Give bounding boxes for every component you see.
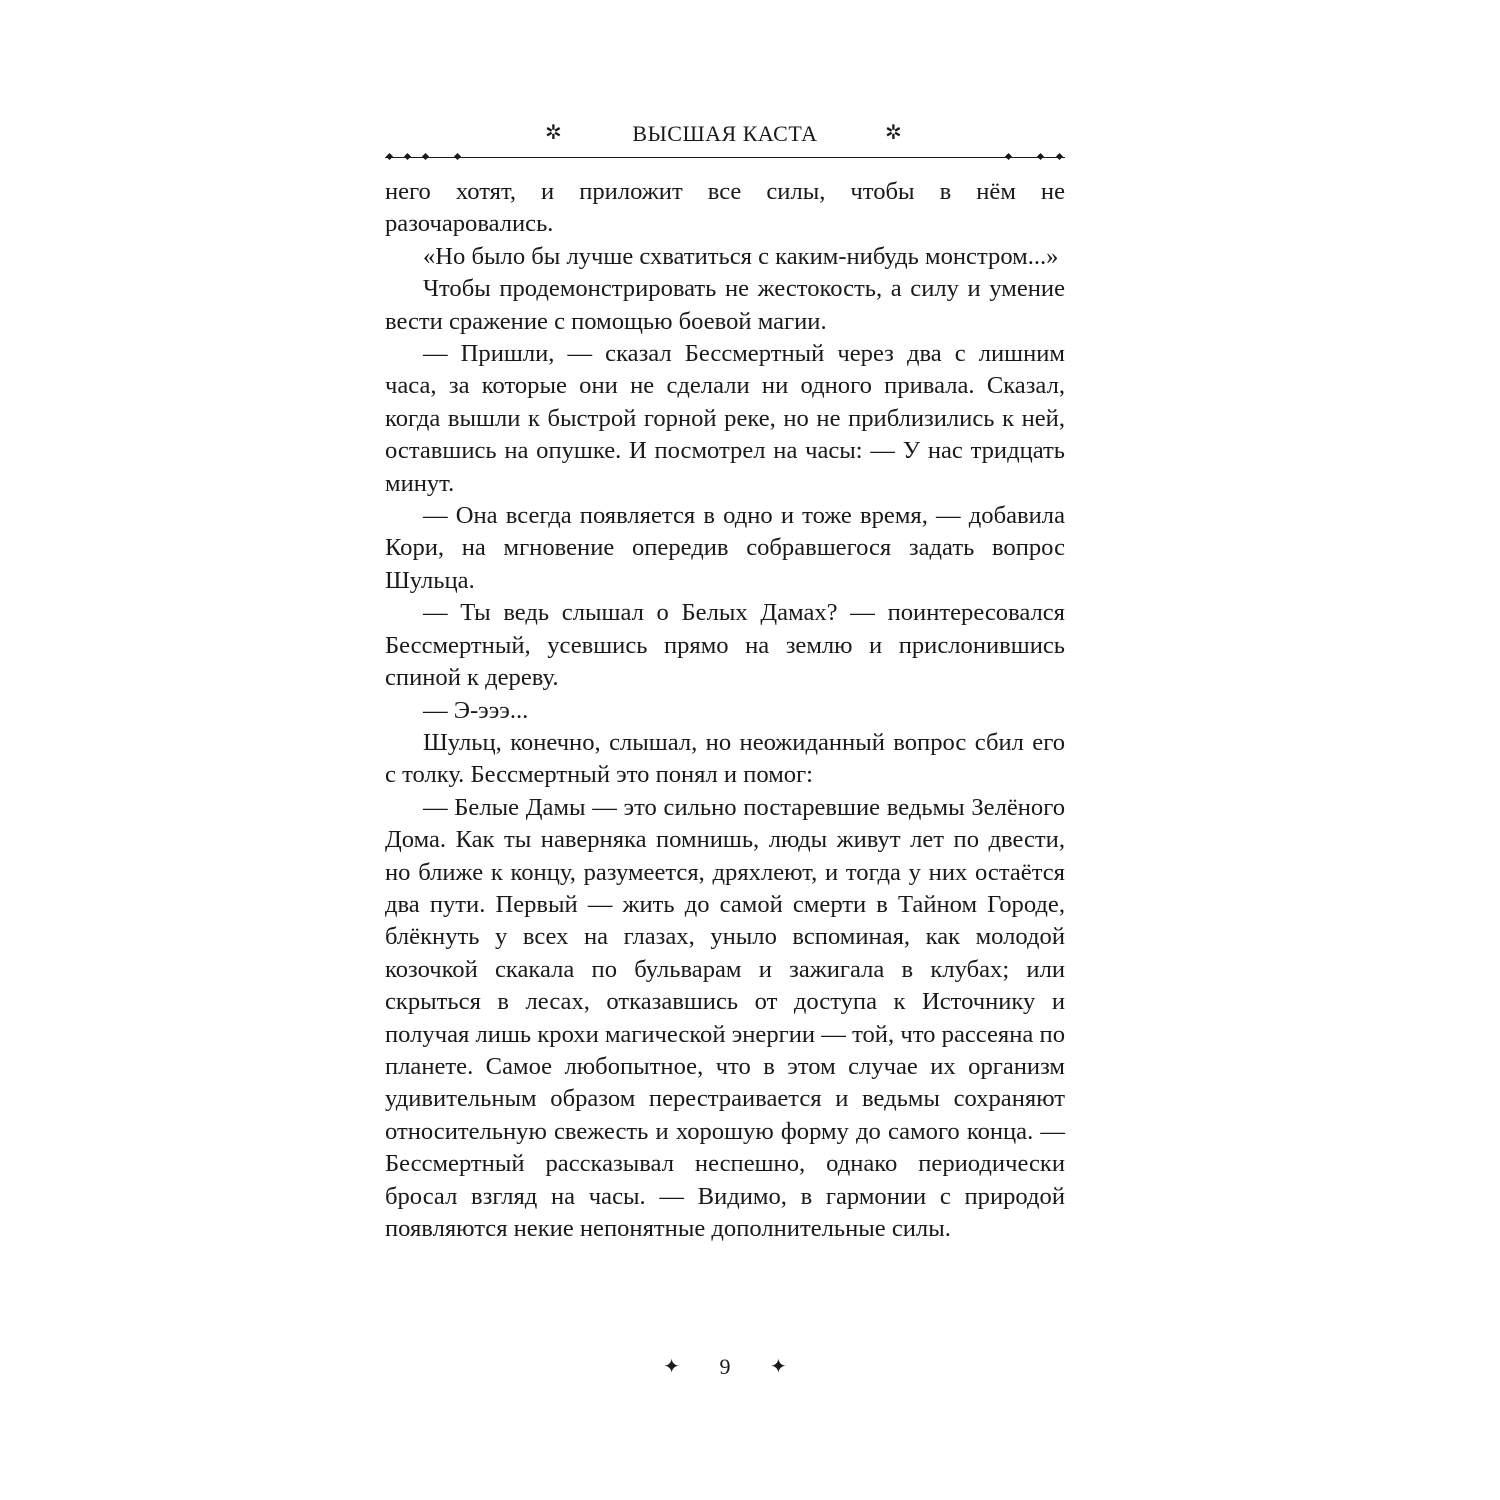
header-ornament-left-icon: ✲ [545,122,562,144]
paragraph: него хотят, и приложит все силы, чтобы в нём не разочаровались. [385,178,1065,238]
page-footer [385,1352,1065,1382]
paragraph: — Пришли, — сказал Бессмертный через два с лишним часа, за которые они не сделали ни одного привала. Сказал, когда вышли к быстрой горной реке, но не приблизились к ней, оставшись на опушке. И посмотрел на часы: — У нас тридцать минут. [385,340,1065,497]
footer-star-left-icon: ✦ [663,1356,680,1378]
paragraph: «Но было бы лучше схватиться с каким-нибудь монстром...» [423,242,1059,270]
paragraph: — Э-эээ... [423,696,529,724]
footer-star-right-icon: ✦ [770,1356,787,1378]
rule-diamond-icon [404,153,411,160]
header-rule [385,152,1065,164]
header-rule-line [385,157,1065,158]
body-text [385,176,1065,1245]
running-header-title: ВЫСШАЯ КАСТА [632,121,818,146]
paragraph: Шульц, конечно, слышал, но неожиданный вопрос сбил его с толку. Бессмертный это понял и помог: [385,728,1065,789]
rule-diamond-icon [386,153,393,160]
page-number: 9 [719,1354,731,1379]
paragraph: Чтобы продемонстрировать не жестокость, а силу и умение вести сражение с помощью боевой магии. [385,275,1065,335]
paragraph: — Она всегда появляется в одно и тоже время, — добавила Кори, на мгновение опередив собравшегося задать вопрос Шульца. [385,502,1065,594]
rule-diamond-icon [1005,153,1012,160]
rule-diamond-icon [422,153,429,160]
rule-diamond-icon [454,153,461,160]
book-page [385,118,1065,1245]
rule-diamond-icon [1037,153,1044,160]
paragraph: — Ты ведь слышал о Белых Дамах? — поинтересовался Бессмертный, усевшись прямо на землю и прислонившись спиной к дереву. [385,599,1065,692]
rule-diamond-icon [1056,153,1063,160]
running-header [385,118,1065,150]
header-ornament-right-icon: ✲ [885,122,902,144]
paragraph: — Белые Дамы — это сильно постаревшие ведьмы Зелёного Дома. Как ты наверняка помнишь, люды живут лет по двести, но ближе к концу, разумеется, дряхлеют, и тогда у них остаётся два пути. Первый — жить до самой смерти в Тайном Городе, блёкнуть у всех на глазах, уныло вспоминая, как молодой козочкой скакала по бульварам и зажигала в клубах; или скрыться в лесах, отказавшись от доступа к Источнику и получая лишь крохи магической энергии — той, что рассеяна по планете. Самое любопытное, что в этом случае их организм удивительным образом перестраивается и ведьмы сохраняют относительную свежесть и хорошую форму до самого конца. — Бессмертный рассказывал неспешно, однако периодически бросал взгляд на часы. — Видимо, в гармонии с природой появляются некие непонятные дополнительные силы. [385,793,1065,1242]
